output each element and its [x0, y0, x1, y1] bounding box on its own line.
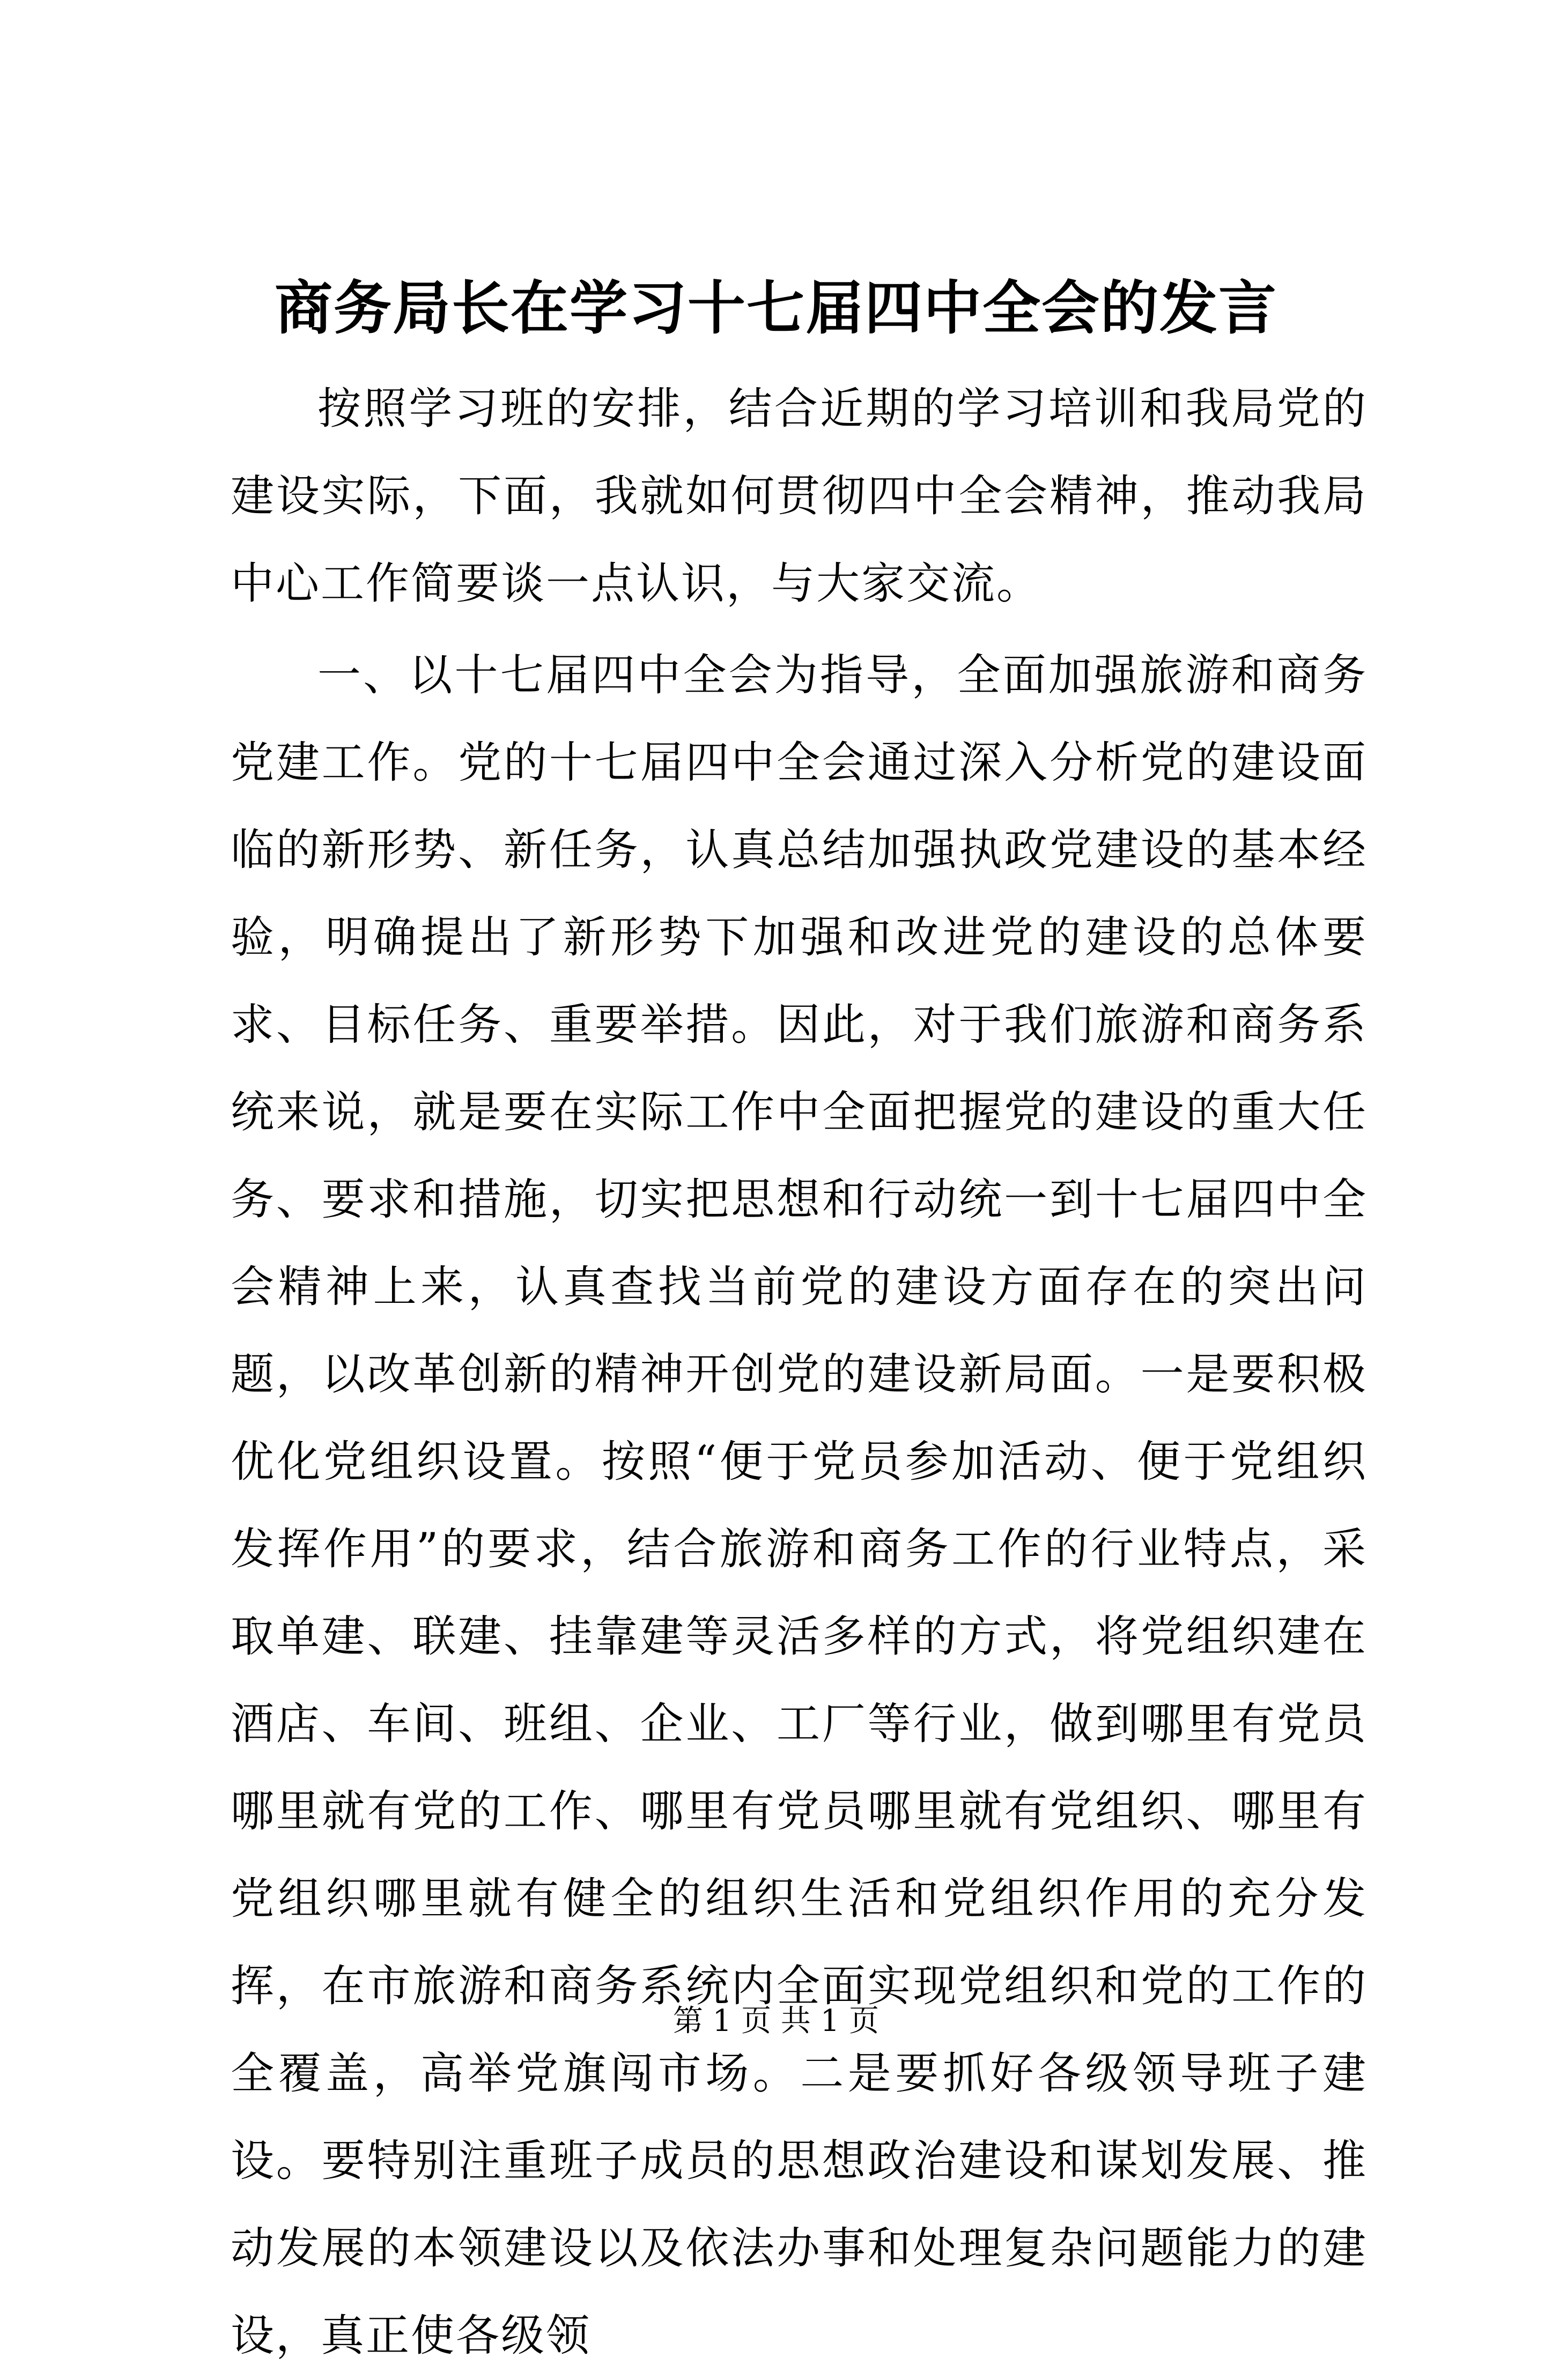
paragraph-intro: 按照学习班的安排，结合近期的学习培训和我局党的建设实际，下面，我就如何贯彻四中全会精神，推动我局中心工作简要谈一点认识，与大家交流。: [231, 384, 1368, 609]
paragraph-section-one: 一、以十七届四中全会为指导，全面加强旅游和商务党建工作。党的十七届四中全会通过深入分析党的建设面临的新形势、新任务，认真总结加强执政党建设的基本经验，明确提出了新形势下加强和改进党的建设的总体要求、目标任务、重要举措。因此，对于我们旅游和商务系统来说，就是要在实际工作中全面把握党的建设的重大任务、要求和措施，切实把思想和行动统一到十七届四中全会精神上来，认真查找当前党的建设方面存在的突出问题，以改革创新的精神开创党的建设新局面。一是要积极优化党组织设置。按照“便于党员参加活动、便于党组织发挥作用”的要求，结合旅游和商务工作的行业特点，采取单建、联建、挂靠建等灵活多样的方式，将党组织建在酒店、车间、班组、企业、工厂等行业，做到哪里有党员哪里就有党的工作、哪里有党员哪里就有党组织、哪里有党组织哪里就有健全的组织生活和党组织作用的充分发挥，在市旅游和商务系统内全面实现党组织和党的工作的全覆盖，高举党旗闯市场。二是要抓好各级领导班子建设。要特别注重班子成员的思想政治建设和谋划发展、推动发展的本领建设以及依法办事和处理复杂问题能力的建设，真正使各级领: [231, 650, 1368, 2361]
document-title: 商务局长在学习十七届四中全会的发言: [274, 275, 1277, 342]
document-body: [231, 366, 1368, 2380]
page-footer: 第 1 页 共 1 页: [672, 2004, 880, 2038]
